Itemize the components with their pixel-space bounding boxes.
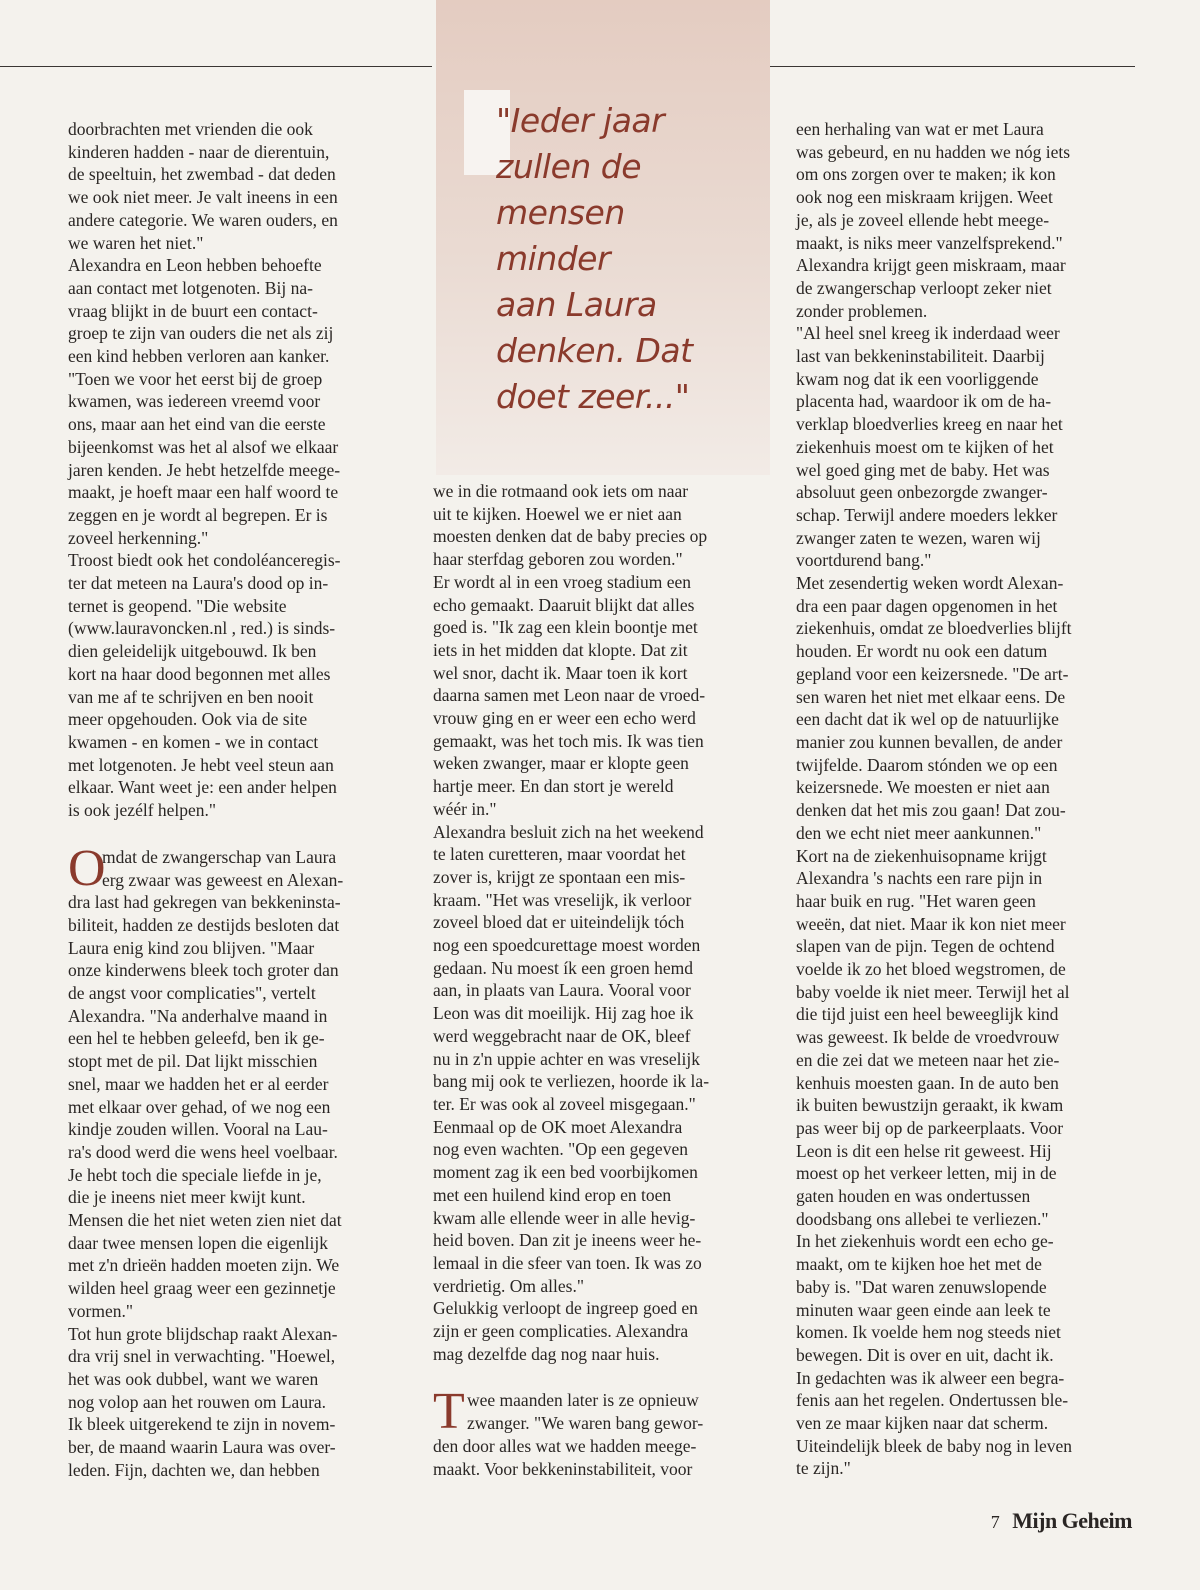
text-line: verdrietig. Om alles." (433, 1275, 584, 1296)
text-line: de speeltuin, het zwembad - dat deden (68, 164, 336, 185)
text-line: een hel te hebben geleefd, ben ik ge- (68, 1028, 325, 1049)
paragraph (68, 118, 393, 822)
text-line: fenis aan het regelen. Ondertussen ble- (796, 1390, 1069, 1411)
text-line: kwamen - en komen - we in contact (68, 731, 319, 752)
pull-quote-line: zullen de (496, 147, 642, 186)
text-line: ter dat meteen na Laura's dood op in- (68, 573, 329, 594)
text-line: gaten houden en was ondertussen (796, 1186, 1031, 1207)
text-line: absoluut geen onbezorgde zwanger- (796, 482, 1048, 503)
text-line: goed is. "Ik zag een klein boontje met (433, 617, 698, 638)
pull-quote-line: aan Laura (496, 285, 657, 324)
pull-quote-line: doet zeer..." (496, 377, 690, 416)
text-line: placenta had, waardoor ik om de ha- (796, 391, 1052, 412)
text-line: ter. Er was ook al zoveel misgegaan." (433, 1093, 696, 1114)
text-line: ber, de maand waarin Laura was over- (68, 1437, 336, 1458)
text-line: minuten waar geen einde aan leek te (796, 1299, 1051, 1320)
text-line: wel snor, dacht ik. Maar toen ik kort (433, 662, 688, 683)
text-line: schap. Terwijl andere moeders lekker (796, 504, 1058, 525)
text-line: weeën, dat niet. Maar ik kon niet meer (796, 913, 1066, 934)
text-line: Eenmaal op de OK moet Alexandra (433, 1116, 683, 1137)
text-line: Tot hun grote blijdschap raakt Alexan- (68, 1323, 338, 1344)
text-line: kort na haar dood begonnen met alles (68, 663, 331, 684)
text-line: gemaakt, was het toch mis. Ik was tien (433, 730, 704, 751)
text-line: Alexandra besluit zich na het weekend (433, 821, 704, 842)
page-footer (991, 1508, 1132, 1534)
text-line: maakt, om te kijken hoe het met de (796, 1254, 1042, 1275)
text-line: vraag blijkt in de buurt een contact- (68, 300, 318, 321)
text-line: ik buiten bewustzijn geraakt, ik kwam (796, 1095, 1064, 1116)
text-line: maakt. Voor bekkeninstabiliteit, voor (433, 1458, 693, 1479)
text-line: zwanger. "We waren bang gewor- (467, 1413, 704, 1434)
text-line: daar twee mensen lopen die eigenlijk (68, 1232, 328, 1253)
text-line: "Toen we voor het eerst bij de groep (68, 368, 323, 389)
text-line: Je hebt toch die speciale liefde in je, (68, 1164, 322, 1185)
text-line: daarna samen met Leon naar de vroed- (433, 685, 706, 706)
text-line: Met zesendertig weken wordt Alexan- (796, 573, 1064, 594)
text-line: bijeenkomst was het al alsof we elkaar (68, 436, 339, 457)
text-line: moesten denken dat de baby precies op (433, 526, 708, 547)
text-line: snel, maar we hadden het er al eerder (68, 1073, 329, 1094)
magazine-logo: Mijn Geheim (1012, 1508, 1132, 1533)
pull-quote-line: mensen (496, 193, 625, 232)
text-line: met z'n drieën hadden moeten zijn. We (68, 1255, 340, 1276)
text-line: iets in het midden dat klopte. Dat zit (433, 639, 688, 660)
text-line: met lotgenoten. Je hebt veel steun aan (68, 754, 334, 775)
text-line: denken dat het mis zou gaan! Dat zou- (796, 800, 1066, 821)
text-line: kraam. "Het was vreselijk, ik verloor (433, 889, 692, 910)
text-line: zeggen en je wordt al begrepen. Er is (68, 504, 328, 525)
paragraph (433, 1383, 766, 1480)
text-line: met elkaar over gehad, of we nog een (68, 1096, 331, 1117)
text-line: aan contact met lotgenoten. Bij na- (68, 277, 313, 298)
text-line: voelde ik zo het bloed wegstromen, de (796, 959, 1066, 980)
text-line: Gelukkig verloopt de ingreep goed en (433, 1298, 698, 1319)
text-line: ziekenhuis, omdat ze bloedverlies blijft (796, 618, 1072, 639)
text-line: gedaan. Nu moest ík een groen hemd (433, 957, 693, 978)
text-line: nog even wachten. "Op een gegeven (433, 1139, 688, 1160)
text-line: onze kinderwens bleek toch groter dan (68, 960, 339, 981)
text-line: van me af te schrijven en ben nooit (68, 686, 314, 707)
text-line: we waren het niet." (68, 232, 204, 253)
header-rule-left (0, 66, 432, 67)
text-line: kindje zouden willen. Vooral na Lau- (68, 1119, 328, 1140)
text-line: een herhaling van wat er met Laura (796, 119, 1044, 139)
text-line: keizersnede. We moesten er niet aan (796, 777, 1050, 798)
text-line: bang mij ook te verliezen, hoorde ik la- (433, 1071, 710, 1092)
text-line: kwam alle ellende weer in alle hevig- (433, 1207, 696, 1228)
text-line: kenhuis moesten gaan. In de auto ben (796, 1072, 1059, 1093)
text-line: Troost biedt ook het condoléanceregis- (68, 550, 341, 571)
text-line: die je ineens niet meer kwijt kunt. (68, 1187, 306, 1208)
text-line: te laten curetteren, maar voordat het (433, 844, 686, 865)
text-line: slapen van de pijn. Tegen de ochtend (796, 936, 1055, 957)
paragraph-indented-lines (68, 839, 393, 897)
text-line: Alexandra krijgt geen miskraam, maar (796, 255, 1066, 276)
text-line: Mensen die het niet weten zien niet dat (68, 1210, 342, 1231)
text-line: ra's dood werd die wens heel voelbaar. (68, 1141, 338, 1162)
text-line: doodsbang ons allebei te verliezen." (796, 1208, 1049, 1229)
text-line: wel goed ging met de baby. Het was (796, 459, 1050, 480)
text-line: zwanger zaten te wezen, waren wij (796, 527, 1041, 548)
text-line: we in die rotmaand ook iets om naar (433, 481, 689, 501)
text-line: Leon is dit een helse rit geweest. Hij (796, 1140, 1052, 1161)
text-line: dra vrij snel in verwachting. "Hoewel, (68, 1346, 336, 1367)
text-line: ven ze maar kijken naar dat scherm. (796, 1413, 1049, 1434)
text-line: nog een spoedcurettage moest worden (433, 935, 701, 956)
text-line: zoveel herkenning." (68, 527, 209, 548)
text-line: weken zwanger, maar er klopte geen (433, 753, 689, 774)
text-line: kwam nog dat ik een voorliggende (796, 368, 1039, 389)
paragraph (68, 839, 393, 1482)
text-line: zoveel bloed dat er uiteindelijk tóch (433, 912, 685, 933)
text-line: dien geleidelijk uitgebouwd. Ik ben (68, 641, 317, 662)
text-line: biliteit, hadden ze destijds besloten dat (68, 914, 340, 935)
text-line: Er wordt al in een vroeg stadium een (433, 571, 692, 592)
text-line: komen. Ik voelde hem nog steeds niet (796, 1322, 1061, 1343)
text-line: zijn er geen complicaties. Alexandra (433, 1321, 689, 1342)
text-line: was gebeurd, en nu hadden we nóg iets (796, 141, 1071, 162)
text-line: zover is, krijgt ze spontaan een mis- (433, 866, 686, 887)
text-line: is ook jezélf helpen." (68, 800, 217, 821)
text-line: nog volop aan het rouwen om Laura. (68, 1391, 327, 1412)
text-line: erg zwaar was geweest en Alexan- (102, 869, 344, 890)
text-line: werd weggebracht naar de OK, bleef (433, 1025, 691, 1046)
text-line: je, als je zoveel ellende hebt meege- (796, 209, 1050, 230)
text-line: ook nog een miskraam krijgen. Weet (796, 187, 1053, 208)
pull-quote-line: "Ieder jaar (496, 101, 665, 140)
text-line: baby voelde ik niet meer. Terwijl het al (796, 981, 1070, 1002)
text-line: zonder problemen. (796, 300, 928, 321)
text-line: vrouw ging en er weer een echo werd (433, 708, 696, 729)
text-line: de zwangerschap verloopt zeker niet (796, 277, 1052, 298)
text-line: lemaal in die sfeer van toen. Ik was zo (433, 1252, 702, 1273)
text-line: elkaar. Want weet je: een ander helpen (68, 777, 337, 798)
text-line: nu in z'n uppie achter en was vreselijk (433, 1048, 701, 1069)
header-rule-right (770, 66, 1135, 67)
text-line: sen waren het niet met elkaar eens. De (796, 686, 1066, 707)
paragraph (433, 480, 766, 1365)
text-line: pas weer bij op de parkeerplaats. Voor (796, 1117, 1064, 1138)
text-line: haar buik en rug. "Het waren geen (796, 890, 1036, 911)
pull-quote (496, 98, 756, 420)
text-line: kinderen hadden - naar de dierentuin, (68, 141, 330, 162)
text-line: Kort na de ziekenhuisopname krijgt (796, 845, 1047, 866)
text-line: te zijn." (796, 1458, 851, 1479)
text-line: mdat de zwangerschap van Laura (102, 846, 337, 867)
article-column-1 (68, 118, 393, 1481)
text-line: Ik bleek uitgerekend te zijn in novem- (68, 1414, 336, 1435)
text-line: Uiteindelijk bleek de baby nog in leven (796, 1435, 1073, 1456)
text-line: de angst voor complicaties", vertelt (68, 983, 316, 1004)
text-line: en die zei dat we meteen naar het zie- (796, 1049, 1060, 1070)
page-number: 7 (990, 1512, 1000, 1532)
text-line: meer opgehouden. Ook via de site (68, 709, 308, 730)
text-line: doorbrachten met vrienden die ook (68, 119, 313, 139)
text-line: In het ziekenhuis wordt een echo ge- (796, 1231, 1054, 1252)
text-line: we ook niet meer. Je valt ineens in een (68, 187, 338, 208)
text-line: aan, in plaats van Laura. Vooral voor (433, 980, 691, 1001)
text-line: die tijd juist een heel beweeglijk kind (796, 1004, 1059, 1025)
text-line: bewegen. Dit is over en uit, dacht ik. (796, 1344, 1054, 1365)
article-column-2 (433, 480, 766, 1480)
text-line: "Al heel snel kreeg ik inderdaad weer (796, 323, 1060, 344)
text-line: leden. Fijn, dachten we, dan hebben (68, 1459, 320, 1480)
text-line: (www.lauravoncken.nl , red.) is sinds- (68, 618, 336, 639)
text-line: twijfelde. Daarom stónden we op een (796, 754, 1058, 775)
text-line: verklap bloedverlies kreeg en naar het (796, 414, 1063, 435)
text-line: een kind hebben verloren aan kanker. (68, 346, 330, 367)
text-line: wee maanden later is ze opnieuw (467, 1390, 699, 1411)
text-line: moment zag ik een bed voorbijkomen (433, 1162, 698, 1183)
text-line: dra last had gekregen van bekkeninsta- (68, 892, 341, 913)
paragraph (796, 118, 1132, 1480)
text-line: echo gemaakt. Daaruit blijkt dat alles (433, 594, 695, 615)
drop-cap: O (68, 839, 106, 897)
text-line: den door alles wat we hadden meege- (433, 1435, 697, 1456)
text-line: gepland voor een keizersnede. "De art- (796, 663, 1069, 684)
text-line: uit te kijken. Hoewel we er niet aan (433, 503, 682, 524)
text-line: dra een paar dagen opgenomen in het (796, 595, 1058, 616)
text-line: Laura enig kind zou blijven. "Maar (68, 937, 315, 958)
text-line: Alexandra. "Na anderhalve maand in (68, 1005, 328, 1026)
pull-quote-line: denken. Dat (496, 331, 693, 370)
article-column-3 (796, 118, 1132, 1480)
text-line: mag dezelfde dag nog naar huis. (433, 1343, 660, 1364)
text-line: ternet is geopend. "Die website (68, 595, 287, 616)
paragraph-body (433, 1435, 766, 1480)
text-line: moest op het verkeer letten, mij in de (796, 1163, 1057, 1184)
text-line: stopt met de pil. Dat lijkt misschien (68, 1051, 318, 1072)
text-line: ziekenhuis moest om te kijken of het (796, 436, 1054, 457)
text-line: heid boven. Dan zit je ineens weer he- (433, 1230, 702, 1251)
text-line: vormen." (68, 1300, 133, 1321)
text-line: een dacht dat ik wel op de natuurlijke (796, 709, 1059, 730)
text-line: hartje meer. En dan stort je wereld (433, 776, 674, 797)
text-line: last van bekkeninstabiliteit. Daarbij (796, 346, 1045, 367)
drop-cap: T (433, 1383, 465, 1441)
text-line: baby is. "Dat waren zenuwslopende (796, 1276, 1047, 1297)
text-line: Alexandra en Leon hebben behoefte (68, 255, 322, 276)
text-line: den we echt niet meer aankunnen." (796, 822, 1042, 843)
text-line: ons, maar aan het eind van die eerste (68, 414, 326, 435)
text-line: wéér in." (433, 798, 497, 819)
text-line: haar sterfdag geboren zou worden." (433, 549, 683, 570)
paragraph-indented-lines (433, 1383, 766, 1441)
pull-quote-line: minder (496, 239, 611, 278)
text-line: het was ook dubbel, want we waren (68, 1368, 319, 1389)
text-line: Leon was dit moeilijk. Hij zag hoe ik (433, 1003, 694, 1024)
text-line: voortdurend bang." (796, 550, 932, 571)
text-line: om ons zorgen over te maken; ik kon (796, 164, 1056, 185)
text-line: In gedachten was ik alweer een begra- (796, 1367, 1065, 1388)
text-line: groep te zijn van ouders die net als zij (68, 323, 334, 344)
text-line: andere categorie. We waren ouders, en (68, 209, 338, 230)
text-line: maakt, je hoeft maar een half woord te (68, 482, 339, 503)
text-line: houden. Er wordt nu ook een datum (796, 641, 1048, 662)
paragraph-body (68, 891, 393, 1481)
text-line: wilden heel graag weer een gezinnetje (68, 1278, 336, 1299)
text-line: jaren kenden. Je hebt hetzelfde meege- (68, 459, 341, 480)
text-line: kwamen, was iedereen vreemd voor (68, 391, 321, 412)
text-line: met een huilend kind erop en toen (433, 1184, 672, 1205)
text-line: Alexandra 's nachts een rare pijn in (796, 868, 1043, 889)
text-line: was geweest. Ik belde de vroedvrouw (796, 1027, 1060, 1048)
text-line: maakt, is niks meer vanzelfsprekend." (796, 232, 1063, 253)
text-line: manier zou kunnen bevallen, de ander (796, 731, 1063, 752)
